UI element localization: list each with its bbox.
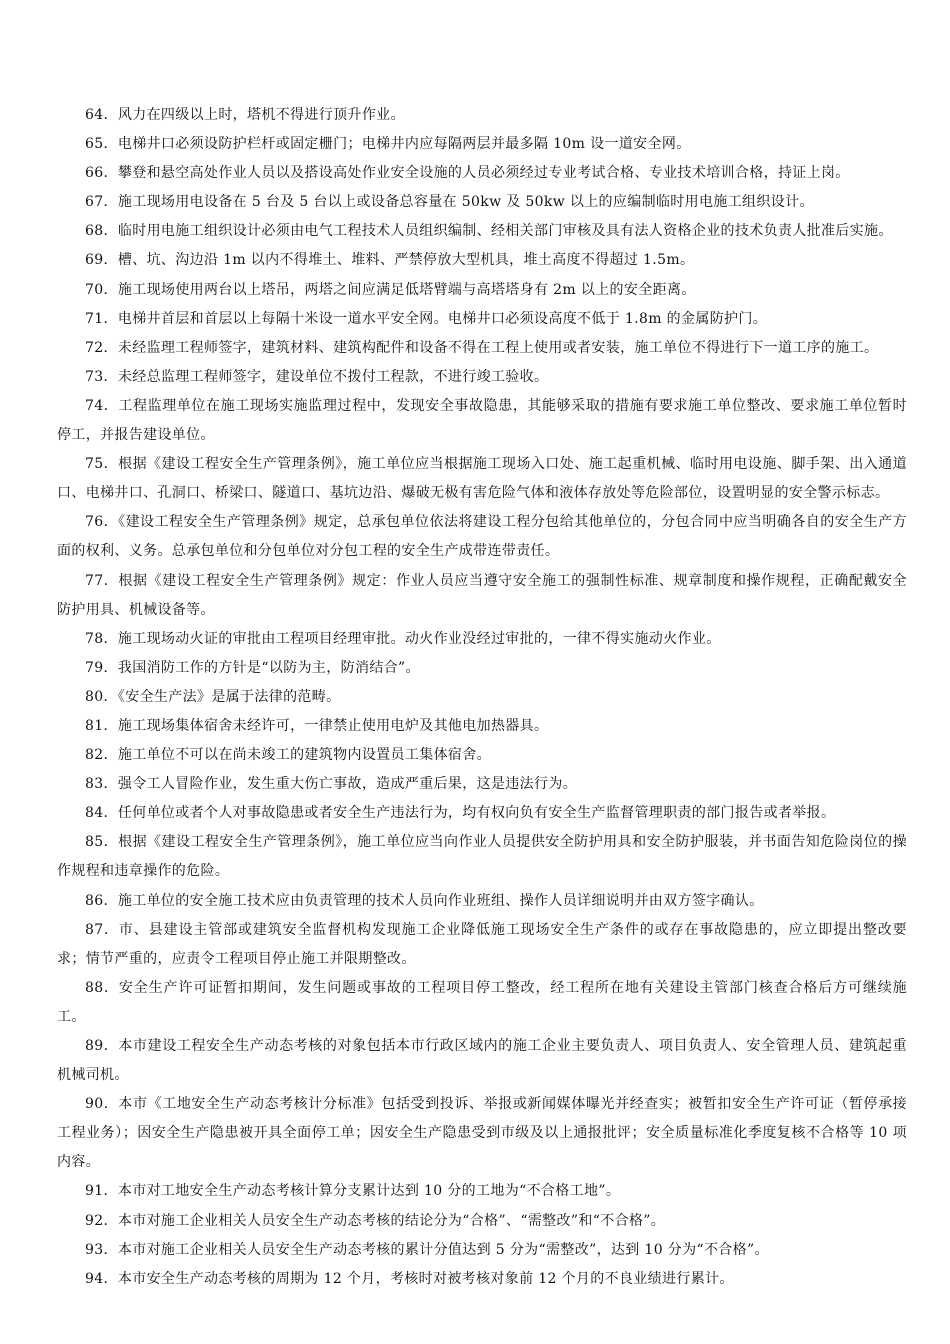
list-item-74: 74．工程监理单位在施工现场实施监理过程中，发现安全事故隐患，其能够采取的措施有要求施工单位整改、要求施工单位暂时停工，并报告建设单位。: [57, 397, 907, 444]
list-item-76: 76．《建设工程安全生产管理条例》规定，总承包单位依法将建设工程分包给其他单位的，分包合同中应当明确各自的安全生产方面的权利、义务。总承包单位和分包单位对分包工程的安全生产成带连带责任。: [57, 514, 907, 560]
list-item-72: 72．未经监理工程师签字，建筑材料、建筑构配件和设备不得在工程上使用或者安装，施工单位不得进行下一道工序的施工。: [85, 339, 879, 356]
list-item-88: 88．安全生产许可证暂扣期间，发生问题或事故的工程项目停工整改，经工程所在地有关建设主管部门核查合格后方可继续施工。: [57, 979, 907, 1025]
list-item-92: 92．本市对施工企业相关人员安全生产动态考核的结论分为“合格”、“需整改”和“不合格”。: [85, 1212, 666, 1229]
list-item-89: 89．本市建设工程安全生产动态考核的对象包括本市行政区域内的施工企业主要负责人、项目负责人、安全管理人员、建筑起重机械司机。: [57, 1038, 907, 1084]
list-item-78: 78．施工现场动火证的审批由工程项目经理审批。动火作业没经过审批的，一律不得实施动火作业。: [85, 630, 721, 647]
list-item-64: 64．风力在四级以上时，塔机不得进行顶升作业。: [85, 107, 405, 123]
list-item-71: 71．电梯井首层和首层以上每隔十米设一道水平安全网。电梯井口必须设高度不低于 1.8m 的金属防护门。: [85, 310, 768, 327]
list-item-91: 91．本市对工地安全生产动态考核计算分支累计达到 10 分的工地为“不合格工地”。: [85, 1183, 621, 1200]
list-item-81: 81．施工现场集体宿舍未经许可，一律禁止使用电炉及其他电加热器具。: [85, 717, 549, 734]
list-item-80: 80．《安全生产法》是属于法律的范畴。: [85, 688, 341, 705]
list-item-79: 79．我国消防工作的方针是“以防为主，防消结合”。: [85, 659, 420, 676]
list-item-65: 65．电梯井口必须设防护栏杆或固定栅门；电梯井内应每隔两层并最多隔 10m 设一道安全网。: [85, 136, 691, 153]
list-item-90: 90．本市《工地安全生产动态考核计分标准》包括受到投诉、举报或新闻媒体曝光并经查实；被暂扣安全生产许可证（暂停承接工程业务）；因安全生产隐患被开具全面停工单；因安全生产隐患受到市级及以上通报批评；安全质量标准化季度复核不合格等 10 项内容。: [57, 1096, 907, 1171]
list-item-70: 70．施工现场使用两台以上塔吊，两塔之间应满足低塔臂端与高塔塔身有 2m 以上的安全距离。: [85, 281, 696, 298]
list-item-94: 94．本市安全生产动态考核的周期为 12 个月，考核时对被考核对象前 12 个月的不良业绩进行累计。: [85, 1270, 734, 1287]
list-item-68: 68．临时用电施工组织设计必须由电气工程技术人员组织编制、经相关部门审核及具有法人资格企业的技术负责人批准后实施。: [85, 223, 893, 240]
list-item-86: 86．施工单位的安全施工技术应由负责管理的技术人员向作业班组、操作人员详细说明并由双方签字确认。: [85, 892, 764, 909]
list-item-75: 75．根据《建设工程安全生产管理条例》，施工单位应当根据施工现场入口处、施工起重机械、临时用电设施、脚手架、出入通道口、电梯井口、孔洞口、桥梁口、隧道口、基坑边沿、爆破无极有害危险气体和液体存放处等危险部位，设置明显的安全警示标志。: [57, 456, 907, 502]
list-item-87: 87．市、县建设主管部或建筑安全监督机构发现施工企业降低施工现场安全生产条件的或存在事故隐患的，应立即提出整改要求；情节严重的，应责令工程项目停止施工并限期整改。: [57, 921, 907, 967]
list-item-85: 85．根据《建设工程安全生产管理条例》，施工单位应当向作业人员提供安全防护用具和安全防护服装，并书面告知危险岗位的操作规程和违章操作的危险。: [57, 834, 907, 880]
list-item-66: 66．攀登和悬空高处作业人员以及搭设高处作业安全设施的人员必须经过专业考试合格、专业技术培训合格，持证上岗。: [85, 165, 850, 182]
list-item-67: 67．施工现场用电设备在 5 台及 5 台以上或设备总容量在 50kw 及 50kw 以上的应编制临时用电施工组织设计。: [85, 194, 814, 211]
list-item-83: 83．强令工人冒险作业，发生重大伤亡事故，造成严重后果，这是违法行为。: [85, 776, 578, 793]
list-item-77: 77．根据《建设工程安全生产管理条例》规定：作业人员应当遵守安全施工的强制性标准、规章制度和操作规程，正确配戴安全防护用具、机械设备等。: [57, 572, 907, 618]
list-item-73: 73．未经总监理工程师签字，建设单位不拨付工程款，不进行竣工验收。: [85, 368, 549, 385]
list-item-69: 69．槽、坑、沟边沿 1m 以内不得堆土、堆料、严禁停放大型机具，堆土高度不得超过 1.5m。: [85, 252, 695, 269]
list-item-82: 82．施工单位不可以在尚未竣工的建筑物内设置员工集体宿舍。: [85, 747, 491, 764]
list-item-93: 93．本市对施工企业相关人员安全生产动态考核的累计分值达到 5 分为“需整改”，达到 10 分为“不合格”。: [85, 1241, 769, 1258]
document-body: [57, 101, 907, 1294]
list-item-84: 84．任何单位或者个人对事故隐患或者安全生产违法行为，均有权向负有安全生产监督管理职责的部门报告或者举报。: [85, 805, 836, 822]
